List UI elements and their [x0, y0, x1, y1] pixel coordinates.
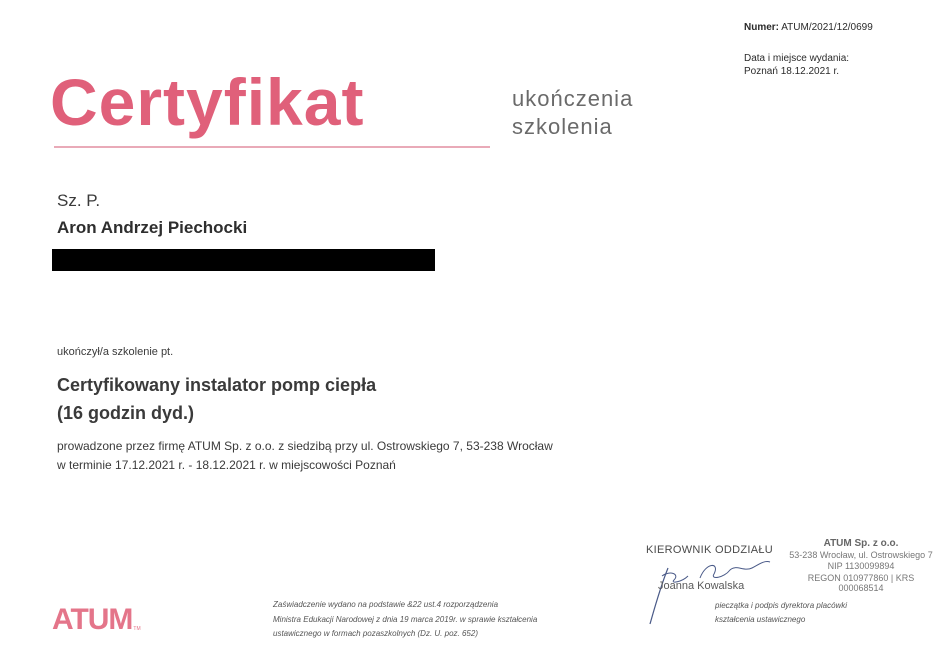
- recipient-name: Aron Andrzej Piechocki: [57, 218, 248, 237]
- certificate-number-label: Numer:: [744, 22, 780, 33]
- certificate-number: [744, 22, 873, 33]
- stamp-signer: Joanna Kowalska: [658, 580, 745, 592]
- title-underline: [54, 146, 490, 148]
- course-title: Certyfikowany instalator pomp ciepła: [57, 375, 377, 395]
- legal-basis-line2: Ministra Edukacji Narodowej z dnia 19 marca 2019r. w sprawie kształcenia: [273, 615, 538, 624]
- signature-caption-line1: pieczątka i podpis dyrektora placówki: [715, 601, 848, 610]
- legal-basis-line1: Zaświadczenie wydano na podstawie &22 ust.4 rozporządzenia: [273, 600, 499, 609]
- legal-basis-line3: ustawicznego w formach pozaszkolnych (Dz. U. poz. 652): [273, 629, 478, 638]
- recipient-salutation: Sz. P.: [57, 191, 101, 210]
- course-hours: (16 godzin dyd.): [57, 403, 194, 423]
- certificate-subtitle-line2: szkolenia: [512, 114, 613, 139]
- logo-text: ATUM: [52, 603, 133, 636]
- issue-date-label: Data i miejsce wydania:: [744, 53, 850, 64]
- logo-trademark: TM: [133, 626, 141, 632]
- certificate-title: Certyfikat: [50, 65, 365, 139]
- company-stamp-address: 53-238 Wrocław, ul. Ostrowskiego 7: [789, 550, 933, 560]
- redaction-bar: [52, 249, 435, 271]
- issue-date-value: Poznań 18.12.2021 r.: [744, 66, 840, 77]
- signature-caption-line2: kształcenia ustawicznego: [715, 615, 806, 624]
- company-stamp-regon: REGON 010977860 | KRS 000068514: [807, 573, 915, 593]
- course-provider: prowadzone przez firmę ATUM Sp. z o.o. z siedzibą przy ul. Ostrowskiego 7, 53-238 Wrocław: [57, 439, 553, 453]
- stamp-role: KIEROWNIK ODDZIAŁU: [646, 544, 774, 556]
- certificate-number-value: ATUM/2021/12/0699: [781, 22, 873, 33]
- company-stamp-nip: NIP 1130099894: [827, 561, 895, 571]
- course-dates: w terminie 17.12.2021 r. - 18.12.2021 r. w miejscowości Poznań: [57, 458, 396, 472]
- company-stamp-name: ATUM Sp. z o.o.: [823, 538, 899, 549]
- completion-intro: ukończył/a szkolenie pt.: [57, 346, 174, 358]
- certificate-subtitle-line1: ukończenia: [512, 86, 634, 111]
- atum-logo: [52, 601, 141, 635]
